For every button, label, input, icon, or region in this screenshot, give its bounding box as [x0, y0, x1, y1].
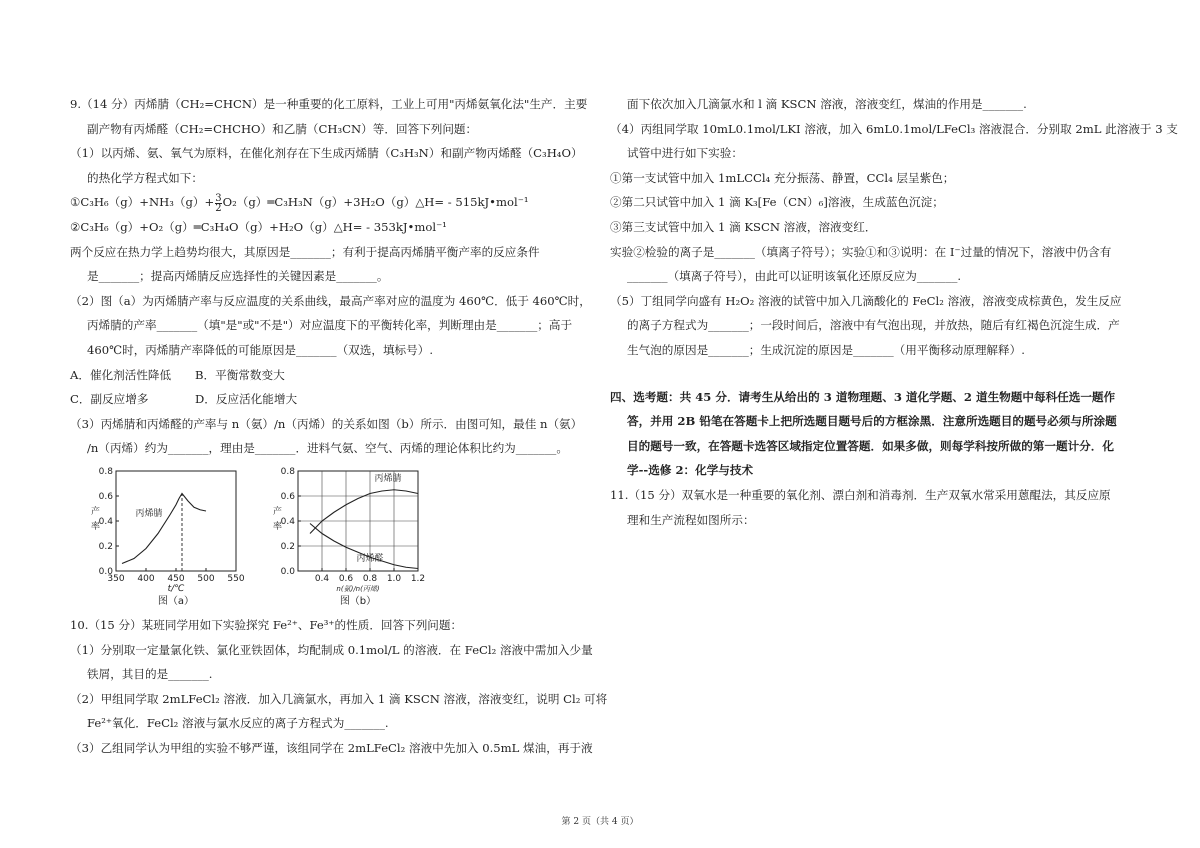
x-axis-label: t/℃: [167, 583, 185, 594]
q9-options-row-1: [70, 363, 590, 388]
fraction-denominator: 2: [215, 202, 222, 214]
q9-line-2: 副产物有丙烯醛（CH₂=CHCHO）和乙腈（CH₃CN）等．回答下列问题：: [87, 121, 478, 136]
x-tick-label: 450: [167, 573, 185, 584]
option-d: D．反应活化能增大: [195, 392, 298, 407]
q9-part1-line-4: 是_______；提高丙烯腈反应选择性的关键因素是_______。: [87, 269, 389, 284]
x-tick-label: 350: [107, 573, 125, 584]
x-axis-label: n(氨)/n(丙烯): [336, 584, 380, 593]
q9-part2-line-3: 460℃时，丙烯腈产率降低的可能原因是_______（双选，填标号）.: [87, 342, 434, 357]
series-line-0: [310, 490, 418, 534]
q10-part4-line-5: ③第三支试管中加入 1 滴 KSCN 溶液，溶液变红．: [610, 219, 877, 234]
y-tick-label: 0.4: [280, 516, 295, 527]
q10-line-1: 10.（15 分）某班同学用如下实验探究 Fe²⁺、Fe³⁺的性质．回答下列问题：: [70, 617, 463, 632]
x-tick-label: 500: [197, 573, 215, 584]
chart-b: [270, 463, 430, 611]
q9-line-1: 9.（14 分）丙烯腈（CH₂=CHCN）是一种重要的化工原料，工业上可用"丙烯氨氧化法"生产．主要: [70, 97, 588, 111]
q10-part3-line-1: （3）乙组同学认为甲组的实验不够严谨，该组同学在 2mLFeCl₂ 溶液中先加入 0.5mL 煤油，再于液: [70, 740, 593, 755]
x-tick-label: 0.6: [338, 573, 354, 584]
q10-part2-line-2: Fe²⁺氧化．FeCl₂ 溶液与氯水反应的离子方程式为_______.: [87, 716, 389, 731]
x-tick-label: 0.8: [362, 573, 378, 584]
option-a: A．催化剂活性降低: [70, 367, 172, 382]
q10-part3-line-2: 面下依次加入几滴氯水和 l 滴 KSCN 溶液，溶液变红，煤油的作用是_______.: [627, 97, 1027, 111]
y-tick-label: 0.8: [98, 466, 113, 477]
right-column: [610, 92, 1178, 532]
section4-line-4: 学--选修 2：化学与技术: [627, 463, 754, 478]
page-footer: 第 2 页（共 4 页）: [561, 817, 639, 827]
q11-line-2: 理和生产流程如图所示：: [627, 512, 755, 527]
q9-part1-line-3: 两个反应在热力学上趋势均很大，其原因是_______；有利于提高丙烯腈平衡产率的反应条件: [70, 244, 540, 259]
y-tick-label: 0.0: [98, 566, 113, 577]
x-tick-label: 0.4: [314, 573, 330, 584]
y-tick-label: 0.6: [98, 491, 113, 502]
q10-part1-line-1: （1）分别取一定量氯化铁、氯化亚铁固体，均配制成 0.1mol/L 的溶液．在 FeCl₂ 溶液中需加入少量: [70, 642, 593, 657]
q9-part2-line-1: （2）图（a）为丙烯腈产率与反应温度的关系曲线，最高产率对应的温度为 460℃．低于 460℃时，: [70, 293, 591, 308]
q10-part4-line-6: 实验②检验的离子是_______（填离子符号）；实验①和③说明：在 I⁻过量的情况下，溶液中仍含有: [610, 244, 1112, 259]
figure-caption: 图（b）: [339, 595, 377, 607]
series-label: 丙烯醛: [356, 553, 384, 564]
y-tick-label: 0.0: [280, 566, 295, 577]
q10-part4-line-7: _______（填离子符号），由此可以证明该氧化还原反应为_______.: [627, 269, 962, 284]
y-axis-label: 产率: [89, 505, 99, 536]
spacer: [610, 363, 1110, 385]
plot-frame: [116, 471, 236, 571]
series-label: 丙烯腈: [135, 508, 163, 519]
section4-line-1: 四、选考题：共 45 分．请考生从给出的 3 道物理题、3 道化学题、2 道生物题中每科任选一题作: [610, 389, 1116, 404]
x-tick-label: 550: [227, 573, 245, 584]
eq1-left: ①C₃H₆（g）+NH₃（g）+: [70, 195, 215, 210]
section4-line-3: 目的题号一致，在答题卡选答区域指定位置答题．如果多做，则每学科按所做的第一题计分．化: [627, 438, 1114, 453]
q9-part1-line-2: 的热化学方程式如下：: [87, 170, 203, 185]
left-column: [70, 92, 608, 760]
x-tick-label: 1.0: [386, 573, 402, 584]
y-tick-label: 0.6: [280, 491, 295, 502]
q9-equation-1: [70, 190, 590, 215]
q9-part3-line-1: （3）丙烯腈和丙烯醛的产率与 n（氨）/n（丙烯）的关系如图（b）所示．由图可知，最佳 n（氨）: [70, 416, 583, 431]
x-tick-label: 1.2: [410, 573, 426, 584]
series-label: 丙烯腈: [374, 473, 402, 484]
fraction: [215, 194, 221, 213]
q10-part5-line-3: 生气泡的原因是_______；生成沉淀的原因是_______（用平衡移动原理解释）.: [627, 342, 1025, 357]
q9-part1-line-1: （1）以丙烯、氨、氧气为原料，在催化剂存在下生成丙烯腈（C₃H₃N）和副产物丙烯醛（C₃H₄O）: [70, 146, 583, 161]
section4-line-2: 答，并用 2B 铅笔在答题卡上把所选题目题号后的方框涂黑．注意所选题目的题号必须与所涂题: [627, 414, 1117, 429]
y-tick-label: 0.2: [98, 541, 113, 552]
fraction-numerator: 3: [215, 192, 222, 204]
q10-part5-line-2: 的离子方程式为_______；一段时间后，溶液中有气泡出现，并放热，随后有红褐色沉淀生成．产: [627, 318, 1120, 333]
q10-part4-line-2: 试管中进行如下实验：: [627, 146, 743, 161]
q9-part3-line-2: /n（丙烯）约为_______，理由是_______．进料气氨、空气、丙烯的理论体积比约为_______。: [87, 441, 568, 456]
eq1-right: O₂（g）═C₃H₃N（g）+3H₂O（g）△H= - 515kJ•mol⁻¹: [222, 195, 529, 210]
q9-equation-2: ②C₃H₆（g）+O₂（g）═C₃H₄O（g）+H₂O（g）△H= - 353kJ•mol⁻¹: [70, 219, 447, 234]
q10-part4-line-1: （4）丙组同学取 10mL0.1mol/LKI 溶液，加入 6mL0.1mol/LFeCl₃ 溶液混合．分别取 2mL 此溶液于 3 支: [610, 121, 1178, 136]
q10-part1-line-2: 铁屑，其目的是_______.: [87, 667, 213, 682]
option-c: C．副反应增多: [70, 392, 149, 407]
q10-part5-line-1: （5）丁组同学向盛有 H₂O₂ 溶液的试管中加入几滴酸化的 FeCl₂ 溶液，溶液变成棕黄色，发生反应: [610, 293, 1122, 308]
y-axis-label: 产率: [271, 505, 281, 536]
q9-options-row-2: [70, 387, 590, 412]
y-tick-label: 0.4: [98, 516, 113, 527]
y-tick-label: 0.2: [280, 541, 295, 552]
q9-part2-line-2: 丙烯腈的产率_______（填"是"或"不是"）对应温度下的平衡转化率，判断理由是_______；高于: [87, 318, 573, 333]
figures: [70, 463, 590, 611]
figure-caption: 图（a）: [157, 595, 195, 607]
series-line-0: [122, 493, 206, 563]
x-tick-label: 400: [137, 573, 155, 584]
y-tick-label: 0.8: [280, 466, 295, 477]
q10-part4-line-4: ②第二只试管中加入 1 滴 K₃[Fe（CN）₆]溶液，生成蓝色沉淀；: [610, 195, 944, 210]
chart-a: [86, 463, 256, 611]
q11-line-1: 11.（15 分）双氧水是一种重要的氧化剂、漂白剂和消毒剂．生产双氧水常采用蒽醌法，其反应原: [610, 487, 1111, 502]
q10-part4-line-3: ①第一支试管中加入 1mLCCl₄ 充分振荡、静置，CCl₄ 层呈紫色；: [610, 170, 955, 185]
q10-part2-line-1: （2）甲组同学取 2mLFeCl₂ 溶液．加入几滴氯水，再加入 1 滴 KSCN 溶液，溶液变红，说明 Cl₂ 可将: [70, 691, 608, 706]
option-b: B．平衡常数变大: [195, 367, 285, 382]
